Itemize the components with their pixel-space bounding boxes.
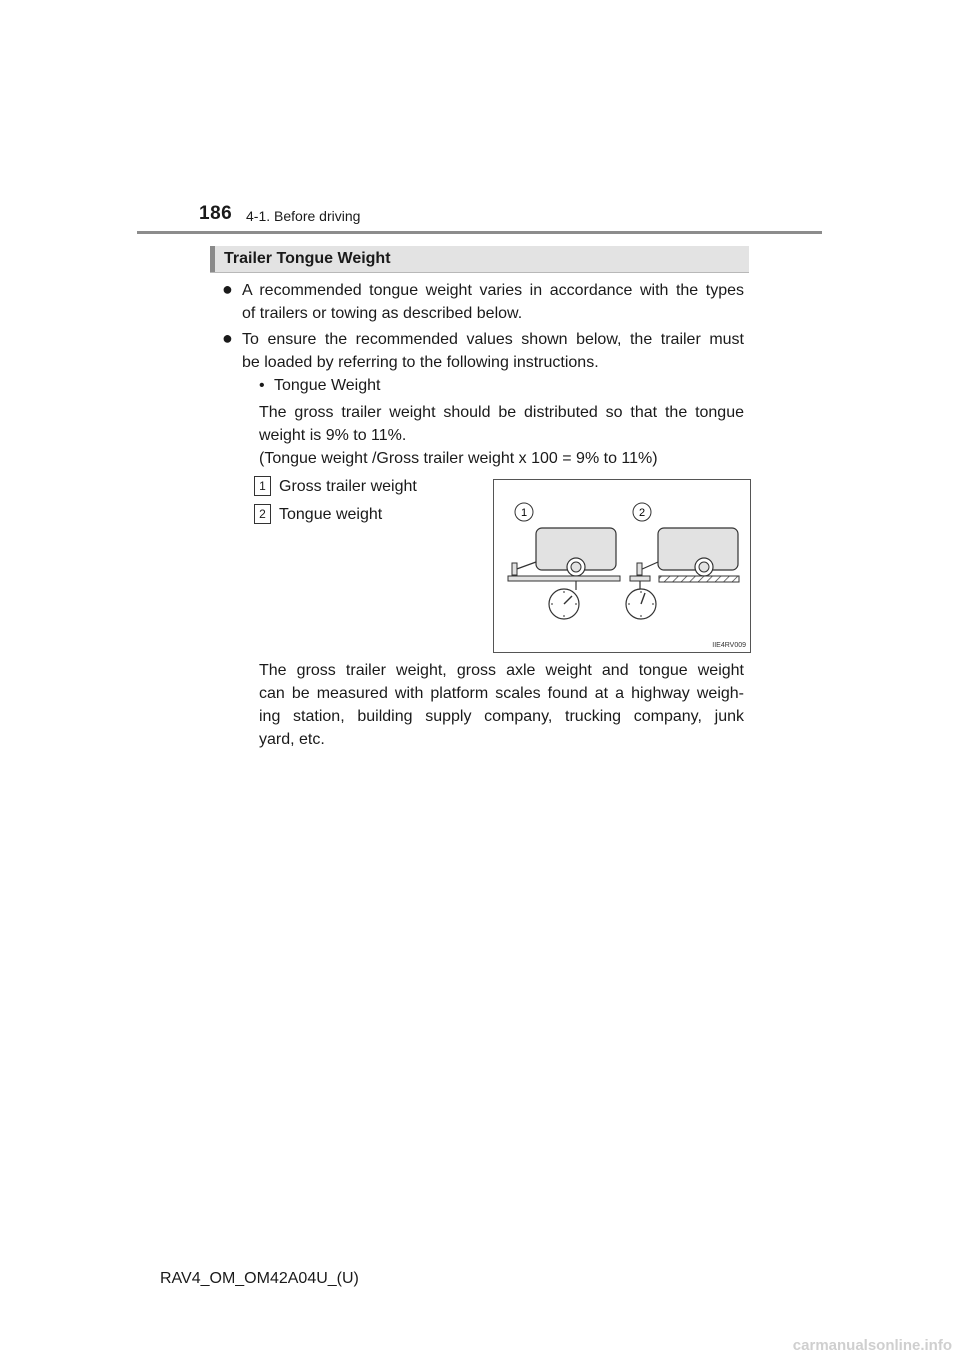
sub-item-label: Tongue Weight (274, 377, 381, 394)
legend-number-2: 2 (254, 504, 271, 524)
closing-line-3: ing station, building supply company, trucking company, junk (259, 708, 744, 725)
trailer-1 (508, 528, 620, 619)
trailer-weighing-illustration (493, 479, 751, 653)
bullet-icon: ● (222, 279, 233, 299)
section-title-bar (210, 246, 749, 273)
section-title: Trailer Tongue Weight (224, 250, 391, 267)
sub-item-marker: • (259, 377, 265, 394)
bullet-2-line-1: To ensure the recommended values shown below, the trailer must (242, 331, 744, 348)
bullet-2-line-2: be loaded by referring to the following instructions. (242, 354, 599, 371)
document-id: RAV4_OM_OM42A04U_(U) (160, 1270, 359, 1287)
legend-label-1: Gross trailer weight (279, 478, 417, 495)
trailer-scales-diagram (494, 480, 750, 652)
trailer-2 (626, 528, 739, 619)
watermark: carmanualsonline.info (792, 1337, 952, 1354)
callout-1 (515, 503, 533, 521)
page-number: 186 (199, 203, 233, 224)
closing-line-4: yard, etc. (259, 731, 325, 748)
sub-item-desc-line-1: The gross trailer weight should be distributed so that the tongue (259, 404, 744, 421)
legend-number-1: 1 (254, 476, 271, 496)
section-heading: 4-1. Before driving (246, 208, 361, 224)
sub-item-desc-line-2: weight is 9% to 11%. (259, 427, 407, 444)
figure-code: IIE4RV009 (712, 642, 746, 649)
sub-item-formula: (Tongue weight /Gross trailer weight x 100 = 9% to 11%) (259, 450, 658, 467)
header-divider (137, 231, 822, 234)
bullet-1-line-1: A recommended tongue weight varies in accordance with the types (242, 282, 744, 299)
section-title-accent (210, 246, 215, 272)
callout-2 (633, 503, 651, 521)
bullet-1-line-2: of trailers or towing as described below. (242, 305, 523, 322)
callout-2-label: 2 (638, 507, 646, 519)
bullet-icon: ● (222, 328, 233, 348)
closing-line-1: The gross trailer weight, gross axle weight and tongue weight (259, 662, 744, 679)
closing-line-2: can be measured with platform scales found at a highway weigh- (259, 685, 744, 702)
callout-1-label: 1 (520, 507, 528, 519)
legend-label-2: Tongue weight (279, 506, 383, 523)
